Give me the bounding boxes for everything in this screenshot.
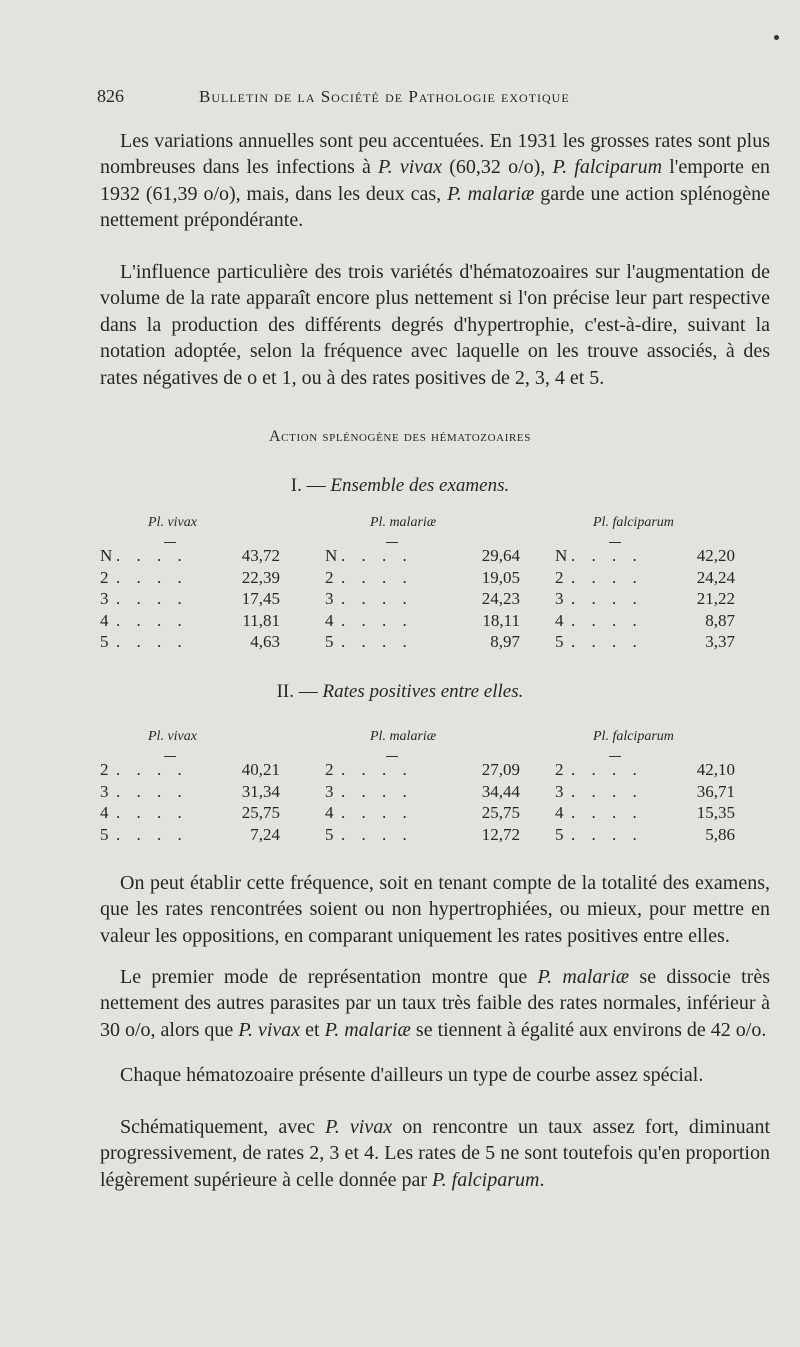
- leader-dots: . . . .: [341, 589, 413, 608]
- leader-dots: . . . .: [116, 546, 188, 565]
- leader-dots: . . . .: [341, 632, 413, 651]
- row-label: 5: [325, 824, 334, 844]
- journal-title: Bulletin de la Société de Pathologie exotique: [199, 87, 570, 106]
- leader-dots: . . . .: [341, 824, 413, 844]
- leader-dots: . . . .: [341, 610, 413, 630]
- leader-dots: . . . .: [116, 589, 188, 608]
- cell-value: 27,09: [481, 760, 520, 779]
- row-label: 2: [555, 760, 564, 779]
- running-header: [97, 86, 717, 112]
- species-name: P. falciparum: [432, 1168, 540, 1191]
- leader-dots: . . . .: [116, 760, 188, 779]
- header-rule: [609, 756, 621, 757]
- row-label: 2: [325, 760, 334, 779]
- header-rule: [164, 542, 176, 543]
- table1-title-text: Ensemble des examens.: [330, 475, 510, 496]
- cell-value: 22,39: [241, 567, 280, 587]
- row-label: N: [325, 546, 338, 565]
- cell-value: 25,75: [481, 803, 520, 822]
- row-label: 3: [325, 589, 334, 608]
- paragraph-4: [100, 964, 770, 1043]
- cell-value: 43,72: [241, 546, 280, 565]
- column-header: Pl. vivax: [148, 515, 197, 530]
- leader-dots: . . . .: [571, 632, 643, 651]
- leader-dots: . . . .: [341, 760, 413, 779]
- cell-value: 7,24: [250, 824, 280, 844]
- cell-value: 8,87: [705, 610, 735, 630]
- row-label: 4: [100, 610, 109, 630]
- para4-text-c: et: [300, 1018, 325, 1041]
- row-label: 5: [555, 824, 564, 844]
- column-header: Pl. vivax: [148, 729, 197, 744]
- paragraph-6: [100, 1114, 770, 1193]
- header-rule: [386, 542, 398, 543]
- para5-text: Chaque hématozoaire présente d'ailleurs un type de courbe assez spécial.: [120, 1064, 704, 1086]
- para3-text: On peut établir cette fréquence, soit en tenant compte de la totalité des examens, que les rates rencontrées soient ou non hypertrophiées, ou mieux, pour mettre en valeur les oppositions, en comparant uniquement les rates positives entre elles.: [100, 872, 770, 947]
- header-rule: [164, 756, 176, 757]
- row-label: 2: [555, 567, 564, 587]
- row-label: 5: [100, 824, 109, 844]
- cell-value: 34,44: [481, 781, 520, 801]
- row-label: 3: [100, 781, 109, 801]
- species-name: P. malariæ: [447, 182, 535, 205]
- cell-value: 5,86: [705, 824, 735, 844]
- cell-value: 21,22: [696, 589, 735, 608]
- cell-value: 19,05: [481, 567, 520, 587]
- para1-text-c: l'emporte en 1932 (61,39 o/o), mais, dans les deux cas,: [100, 156, 770, 205]
- leader-dots: . . . .: [116, 824, 188, 844]
- leader-dots: . . . .: [571, 610, 643, 630]
- species-name: P. vivax: [238, 1018, 301, 1041]
- species-name: P. malariæ: [324, 1018, 411, 1041]
- para2-text: L'influence particulière des trois variétés d'hématozoaires sur l'augmentation de volume de la rate apparaît encore plus nettement si l'on précise leur part respective dans la production des différents degrés d'hypertrophie, c'est-à-dire, suivant la notation adoptée, selon la fréquence avec laquelle on les trouve associés, à des rates négatives de o et 1, ou à des rates positives de 2, 3, 4 et 5.: [100, 261, 770, 389]
- row-label: 3: [555, 781, 564, 801]
- row-label: 2: [100, 760, 109, 779]
- para6-text-c: .: [539, 1168, 545, 1191]
- column-header: Pl. falciparum: [593, 729, 674, 744]
- cell-value: 4,63: [250, 632, 280, 651]
- table2-title-text: Rates positives entre elles.: [322, 681, 524, 702]
- cell-value: 36,71: [696, 781, 735, 801]
- row-label: 4: [325, 610, 334, 630]
- para6-text-b: on rencontre un taux assez fort, diminuant progressivement, de rates 2, 3 et 4. Les rates de 5 ne sont toutefois qu'en proportion légèrement supérieure à celle donnée par: [100, 1116, 771, 1191]
- cell-value: 18,11: [482, 610, 520, 630]
- page-mark: [774, 35, 779, 40]
- para4-text-d: se tiennent à égalité aux environs de 42 o/o.: [410, 1018, 767, 1041]
- cell-value: 17,45: [241, 589, 280, 608]
- leader-dots: . . . .: [571, 546, 643, 565]
- species-name: P. vivax: [378, 156, 443, 179]
- column-header: Pl. malariæ: [370, 515, 437, 530]
- header-rule: [386, 756, 398, 757]
- cell-value: 24,23: [481, 589, 520, 608]
- table2-title-prefix: II. —: [276, 681, 323, 702]
- leader-dots: . . . .: [341, 781, 413, 801]
- leader-dots: . . . .: [571, 803, 643, 822]
- row-label: 5: [100, 632, 109, 651]
- row-label: 5: [555, 632, 564, 651]
- leader-dots: . . . .: [116, 632, 188, 651]
- paragraph-2: [100, 259, 770, 391]
- column-header: Pl. malariæ: [370, 729, 437, 744]
- header-rule: [609, 542, 621, 543]
- row-label: 3: [325, 781, 334, 801]
- leader-dots: . . . .: [116, 781, 188, 801]
- leader-dots: . . . .: [571, 760, 643, 779]
- species-name: P. falciparum: [552, 156, 663, 179]
- row-label: N: [100, 546, 113, 565]
- paragraph-5: [100, 1062, 770, 1088]
- cell-value: 29,64: [481, 546, 520, 565]
- cell-value: 24,24: [696, 567, 735, 587]
- table2-title: [0, 681, 800, 703]
- species-name: P. vivax: [325, 1116, 393, 1138]
- leader-dots: . . . .: [116, 803, 188, 822]
- species-name: P. malariæ: [537, 966, 630, 988]
- table1-title-prefix: I. —: [290, 475, 331, 496]
- cell-value: 11,81: [242, 610, 280, 630]
- row-label: 3: [100, 589, 109, 608]
- cell-value: 3,37: [705, 632, 735, 651]
- row-label: N: [555, 546, 568, 565]
- cell-value: 42,10: [696, 760, 735, 779]
- table1-title: [0, 475, 800, 497]
- leader-dots: . . . .: [571, 567, 643, 587]
- leader-dots: . . . .: [341, 567, 413, 587]
- cell-value: 31,34: [241, 781, 280, 801]
- para4-text-b: se dissocie très nettement des autres parasites par un taux très faible des rates normales, inférieur à 30 o/o, alors que: [100, 966, 770, 1041]
- leader-dots: . . . .: [571, 781, 643, 801]
- row-label: 2: [100, 567, 109, 587]
- row-label: 5: [325, 632, 334, 651]
- cell-value: 8,97: [490, 632, 520, 651]
- leader-dots: . . . .: [116, 610, 188, 630]
- leader-dots: . . . .: [116, 567, 188, 587]
- leader-dots: . . . .: [571, 824, 643, 844]
- paragraph-1: [100, 128, 770, 234]
- row-label: 4: [100, 803, 109, 822]
- column-header: Pl. falciparum: [593, 515, 674, 530]
- section-title: Action splénogène des hématozoaires: [269, 428, 531, 445]
- leader-dots: . . . .: [341, 546, 413, 565]
- row-label: 4: [325, 803, 334, 822]
- page-number: 826: [97, 86, 124, 106]
- para6-text-a: Schématiquement, avec: [120, 1116, 326, 1138]
- cell-value: 40,21: [241, 760, 280, 779]
- para1-text-d: garde une action splénogène nettement prépondérante.: [100, 182, 770, 232]
- row-label: 4: [555, 610, 564, 630]
- paragraph-3: [100, 870, 770, 949]
- leader-dots: . . . .: [571, 589, 643, 608]
- row-label: 2: [325, 567, 334, 587]
- cell-value: 15,35: [696, 803, 735, 822]
- row-label: 4: [555, 803, 564, 822]
- para1-text-a: Les variations annuelles sont peu accentuées. En 1931 les grosses rates sont plus nombreuses dans les infections à: [100, 130, 770, 179]
- cell-value: 42,20: [696, 546, 735, 565]
- leader-dots: . . . .: [341, 803, 413, 822]
- para1-text-b: (60,32 o/o),: [442, 156, 553, 179]
- cell-value: 12,72: [481, 824, 520, 844]
- para4-text-a: Le premier mode de représentation montre que: [120, 966, 538, 988]
- row-label: 3: [555, 589, 564, 608]
- cell-value: 25,75: [241, 803, 280, 822]
